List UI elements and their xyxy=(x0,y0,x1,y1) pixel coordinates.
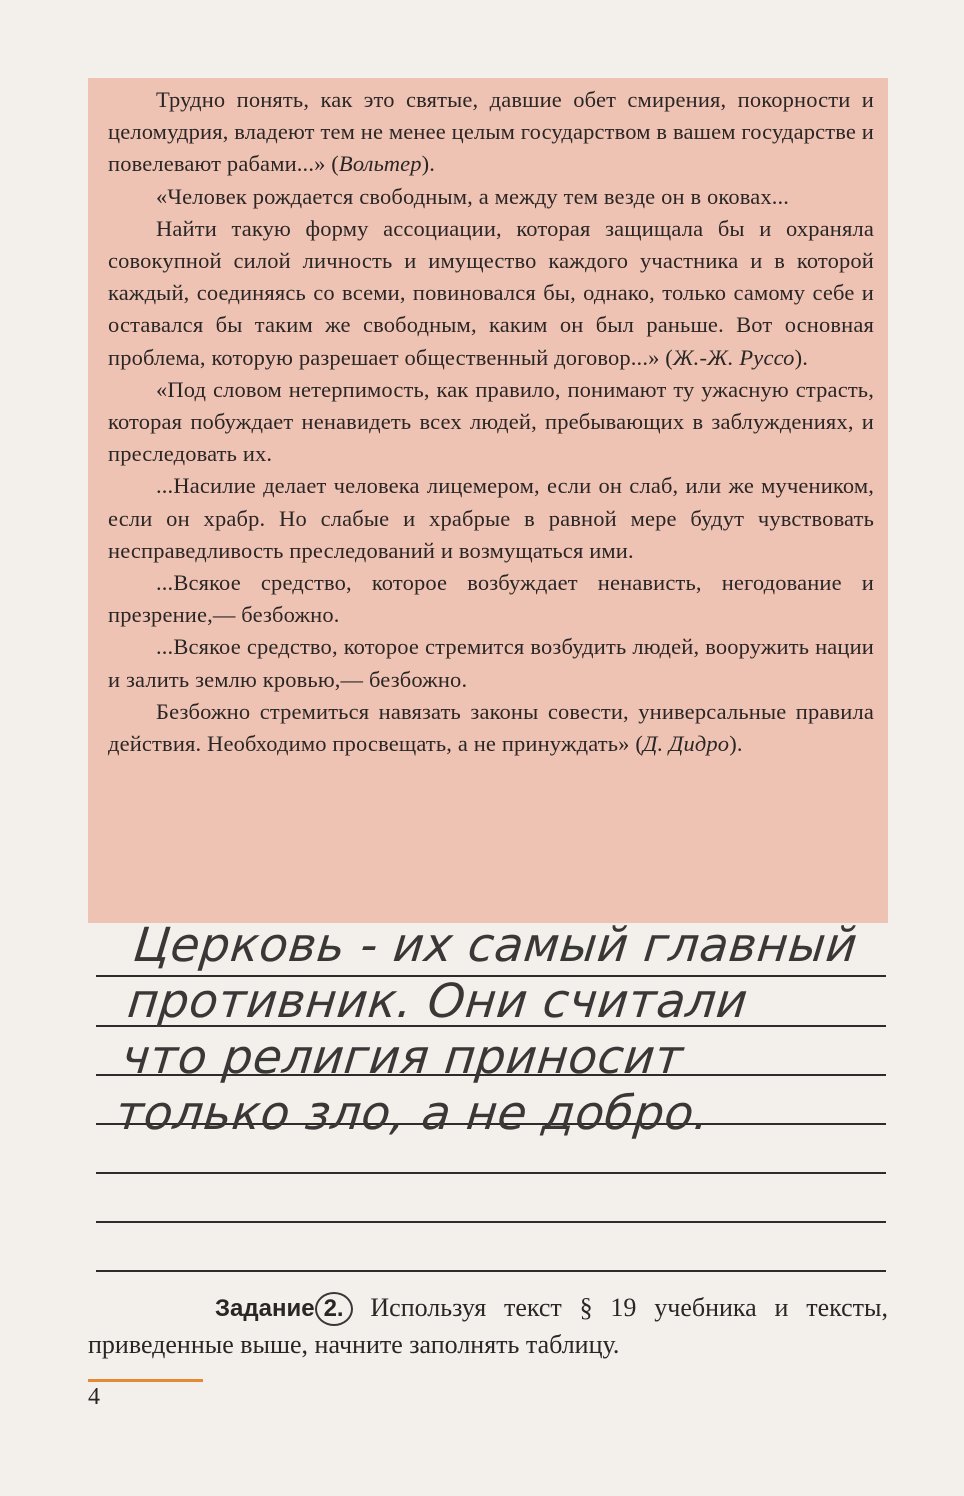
task-text: Используя текст § 19 учебника и тексты, приведенные выше, начните заполнять таблицу. xyxy=(88,1293,889,1359)
quote-text xyxy=(108,84,874,760)
footer-rule xyxy=(88,1379,203,1382)
quote-author: Вольтер xyxy=(338,151,422,177)
quote-paragraph: Безбожно стремиться навязать законы совести, универсальные правила действия. Необходимо просвещать, а не принуждать» (Д. Дидро). xyxy=(108,698,874,757)
answer-line xyxy=(96,1172,886,1174)
handwritten-answer: Церковь - их самый главный противник. Они считали что религия приносит только зло, а не добро. xyxy=(113,918,861,1141)
quote-paragraph: ...Всякое средство, которое стремится возбудить людей, вооружить нации и залить землю кровью,— безбожно. xyxy=(108,634,874,692)
task-label: Задание xyxy=(215,1295,315,1322)
quote-paragraph: ...Всякое средство, которое возбуждает ненависть, негодование и презрение,— безбожно. xyxy=(108,570,874,628)
answer-line xyxy=(96,1221,886,1223)
quote-paragraph: «Под словом нетерпимость, как правило, понимают ту ужасную страсть, которая побуждает ненавидеть всех людей, пребывающих в заблуждениях, и преследовать их. xyxy=(108,376,874,467)
page-number: 4 xyxy=(88,1384,100,1410)
quote-author: Д. Дидро xyxy=(642,731,730,757)
quote-paragraph: «Человек рождается свободным, а между тем везде он в оковах... xyxy=(156,183,790,209)
task-number-circled: 2. xyxy=(315,1292,353,1326)
quote-paragraph: ...Насилие делает человека лицемером, если он слаб, или же мучеником, если он храбр. Но слабые и храбрые в равной мере будут чувствовать несправедливость преследований и возмущаться ими. xyxy=(108,473,874,563)
quote-paragraph: Трудно понять, как это святые, давшие обет смирения, покорности и целомудрия, владеют тем не менее целым государством в вашем государстве и повелевают рабами...» (Вольтер). xyxy=(108,87,874,177)
quote-paragraph: Найти такую форму ассоциации, которая защищала бы и охраняла совокупной силой личность и имущество каждого участника и в которой каждый, соединяясь со всеми, повиновался бы, однако, только самому себе и оставался бы таким же свободным, каким он был раньше. Вот основная проблема, которую разрешает общественный договор...» (Ж.-Ж. Руссо). xyxy=(108,215,874,370)
quote-author: Ж.-Ж. Руссо xyxy=(672,344,795,370)
answer-line xyxy=(96,1270,886,1272)
task-statement xyxy=(88,1290,888,1363)
